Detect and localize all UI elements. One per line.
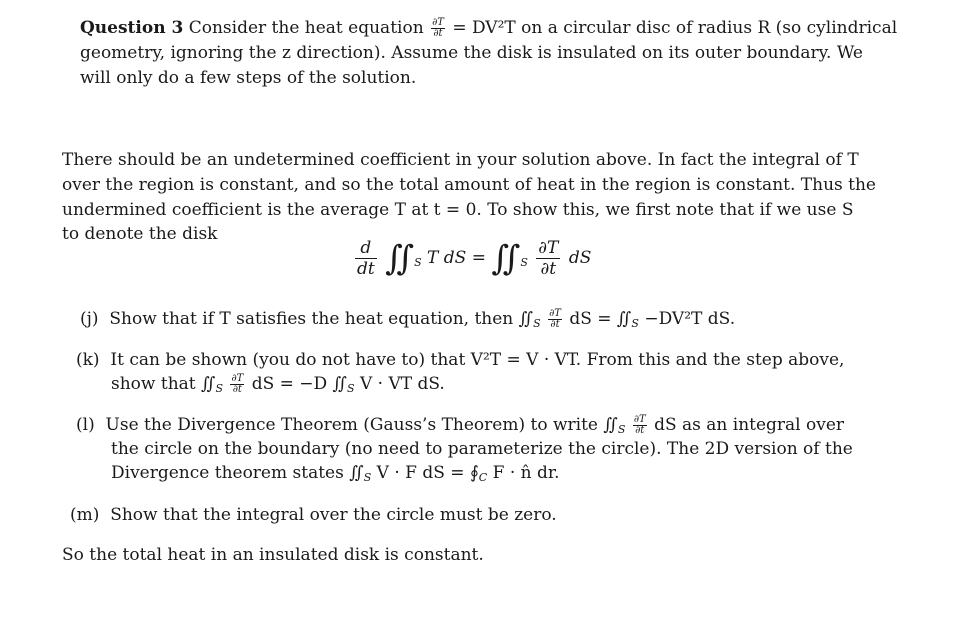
double-integral-symbol: ∬ bbox=[385, 238, 415, 279]
part-l-line-3: Divergence theorem states $∬_S$ V · F dS = $∮_C$ F · n̂ dr. bbox=[111, 463, 560, 484]
part-l-line-2: the circle on the boundary (no need to parameterize the circle). The 2D version of the bbox=[111, 439, 853, 459]
para-line-4: to denote the disk bbox=[62, 224, 218, 244]
part-j: (j) Show that if T satisfies the heat equation, then $∬_S$ $\frac{\partial T}{\partial t}$ dS = $∬_S -DV^2T$ dS. bbox=[80, 308, 736, 330]
part-k-line-1: (k) It can be shown (you do not have to) that V²T = V · VT. From this and the step above, bbox=[76, 350, 845, 370]
q3-line-2: geometry, ignoring the z direction). Assume the disk is insulated on its outer boundary. We bbox=[80, 43, 863, 63]
part-j-label: (j) bbox=[80, 309, 99, 329]
part-m-label: (m) bbox=[70, 505, 100, 525]
conclusion: So the total heat in an insulated disk is constant. bbox=[62, 545, 484, 565]
partial-T-fraction: $\frac{\partial T}{\partial t}$ bbox=[538, 238, 559, 279]
q3-line-1: Question 3 Consider the heat equation $\frac{\partial T}{\partial t}$ = DV²T on a circular disc of radius R (so cylindrical bbox=[80, 17, 898, 39]
display-equation: $\frac{d}{dt}$ $∬_S$ T dS = $∬_S$ $\frac{\partial T}{\partial t}$ dS bbox=[357, 238, 592, 279]
d-dt-fraction: $\frac{d}{dt}$ bbox=[357, 238, 375, 279]
part-m: (m) Show that the integral over the circle must be zero. bbox=[70, 505, 557, 525]
para-line-1: There should be an undetermined coefficient in your solution above. In fact the integral of T bbox=[62, 150, 859, 170]
part-l-label: (l) bbox=[76, 415, 95, 435]
part-l-line-1: (l) Use the Divergence Theorem (Gauss’s Theorem) to write $∬_S$ $\frac{\partial T}{\partial t}$ dS as an integral over bbox=[76, 414, 845, 436]
double-integral-symbol-2: ∬ bbox=[491, 238, 521, 279]
part-k-line-2: show that $∬_S$ $\frac{\partial T}{\partial t}$ dS = −D $∬_S$ V · VT dS. bbox=[111, 373, 445, 395]
part-k-label: (k) bbox=[76, 350, 100, 370]
fraction-dT-dt: $\frac{\partial T}{\partial t}$ bbox=[432, 17, 444, 39]
para-line-3: undermined coefficient is the average T at t = 0. To show this, we first note that if we use S bbox=[62, 200, 854, 220]
q3-line-3: will only do a few steps of the solution. bbox=[80, 68, 417, 88]
para-line-2: over the region is constant, and so the total amount of heat in the region is constant. Thus the bbox=[62, 175, 876, 195]
question-label: Question 3 bbox=[80, 18, 184, 38]
